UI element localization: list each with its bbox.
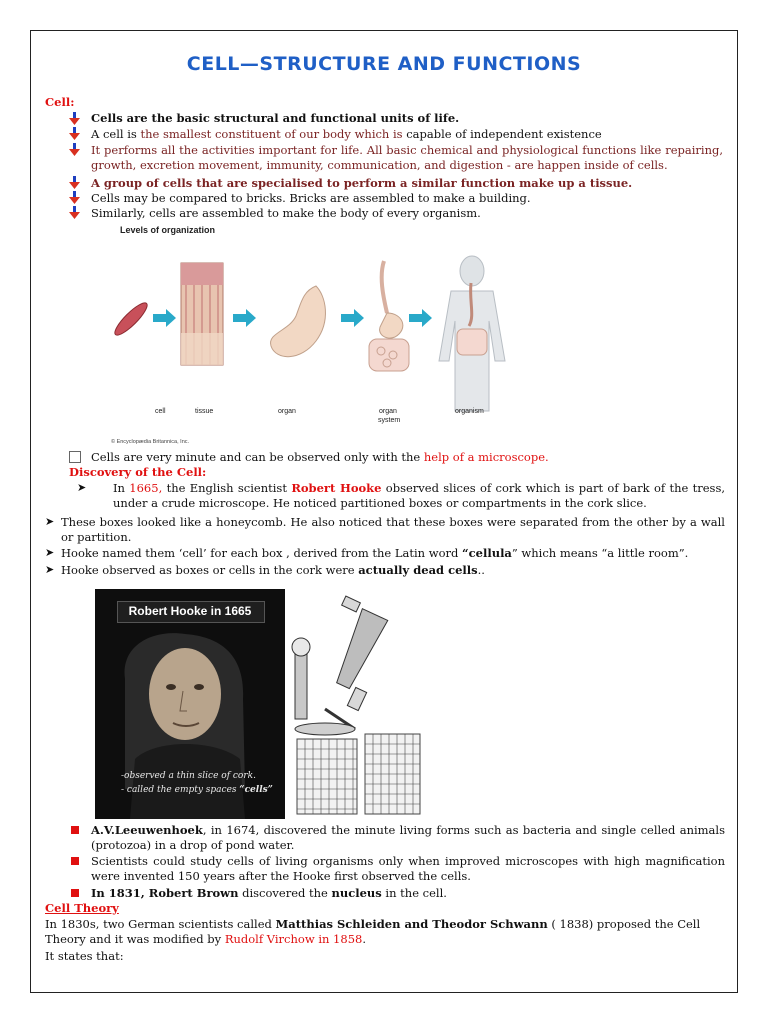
label-organ-system: system [378, 417, 401, 424]
down-arrow-bullet-icon [69, 176, 80, 190]
discovery-item: These boxes looked like a honeycomb. He also noticed that these boxes were separated from the other by a wall or partition. [61, 515, 725, 544]
portrait-caption-line1: -observed a thin slice of cork. [121, 771, 256, 781]
square-bullet-icon [71, 889, 79, 897]
cell-theory-heading: Cell Theory [45, 901, 119, 915]
arrow-bullet-icon: ➤ [45, 515, 55, 528]
tissue-illustration [181, 263, 223, 365]
figure-heading: Levels of organization [120, 225, 216, 235]
figure-credit: © Encyclopædia Britannica, Inc. [111, 439, 190, 445]
organ-system-illustration [369, 261, 409, 371]
down-arrow-bullet-icon [69, 112, 80, 126]
bullet-text: Cells may be compared to bricks. Bricks are assembled to make a building. [91, 191, 531, 205]
organism-illustration [439, 256, 505, 411]
checkbox-glyph-icon [69, 451, 81, 463]
down-arrow-bullet-icon [69, 206, 80, 220]
bullet-text: Similarly, cells are assembled to make the body of every organism. [91, 206, 481, 220]
later-discovery-item: Scientists could study cells of living organisms only when improved microscopes with high magnification were invented 150 years after the Hooke first observed the cells. [91, 854, 725, 883]
arrow-icon [153, 309, 176, 327]
down-arrow-bullet-icon [69, 127, 80, 141]
arrow-bullet-icon: ➤ [45, 563, 55, 576]
label-organism: organism [455, 408, 484, 415]
square-bullet-icon [71, 826, 79, 834]
label-organ: organ [278, 408, 296, 415]
square-bullet-icon [71, 857, 79, 865]
label-organ-system: organ [379, 408, 397, 415]
later-discovery-item: In 1831, Robert Brown discovered the nucleus in the cell. [91, 886, 447, 900]
down-arrow-bullet-icon [69, 191, 80, 205]
discovery-heading: Discovery of the Cell: [69, 465, 207, 479]
bullet-text: A cell is the smallest constituent of our body which is capable of independent existence [91, 127, 602, 141]
cell-theory-paragraph: In 1830s, two German scientists called Matthias Schleiden and Theodor Schwann ( 1838) proposed the Cell Theory and it was modified by Rudolf Virchow in 1858. [45, 917, 701, 946]
label-cell: cell [155, 408, 166, 415]
discovery-item: In 1665, the English scientist Robert Hooke observed slices of cork which is part of bark of the tress, under a crude microscope. He noticed partitioned boxes or compartments in the cork slice. [113, 481, 726, 510]
microscope-line: Cells are very minute and can be observed only with the help of a microscope. [91, 450, 549, 464]
page-title: CELL—STRUCTURE AND FUNCTIONS [186, 53, 582, 75]
arrow-icon [341, 309, 364, 327]
arrow-icon [233, 309, 256, 327]
discovery-item: Hooke observed as boxes or cells in the cork were actually dead cells.. [61, 563, 485, 577]
portrait-caption-title: Robert Hooke in 1665 [128, 604, 252, 618]
arrow-bullet-icon: ➤ [45, 546, 55, 559]
robert-hooke-portrait [95, 589, 285, 819]
document-page [30, 30, 738, 993]
bullet-text: Cells are the basic structural and functional units of life. [91, 111, 460, 125]
arrow-icon [409, 309, 432, 327]
later-discovery-item: A.V.Leeuwenhoek, in 1674, discovered the minute living forms such as bacteria and single celled animals (protozoa) in a drop of pond water. [91, 823, 725, 852]
label-tissue: tissue [195, 408, 214, 415]
levels-of-organization-figure [91, 221, 531, 451]
organ-illustration [271, 286, 326, 357]
bullet-text: A group of cells that are specialised to perform a similar function make up a tissue. [91, 176, 633, 190]
discovery-item: Hooke named them ‘cell’ for each box , derived from the Latin word “cellula” which means “a little room”. [61, 546, 689, 560]
down-arrow-bullet-icon [69, 143, 80, 157]
bullet-text: It performs all the activities important for life. All basic chemical and physiological functions like repairing, growth, excretion movement, immunity, communication, and digestion - are happen inside of cells. [91, 143, 723, 172]
arrow-bullet-icon: ➤ [77, 481, 87, 494]
portrait-caption-line2: - called the empty spaces “cells” [121, 785, 273, 795]
cell-illustration [111, 299, 151, 339]
cell-heading: Cell: [45, 95, 75, 109]
cell-theory-intro: It states that: [45, 949, 124, 963]
hooke-microscope-and-cork-drawing [285, 589, 425, 819]
